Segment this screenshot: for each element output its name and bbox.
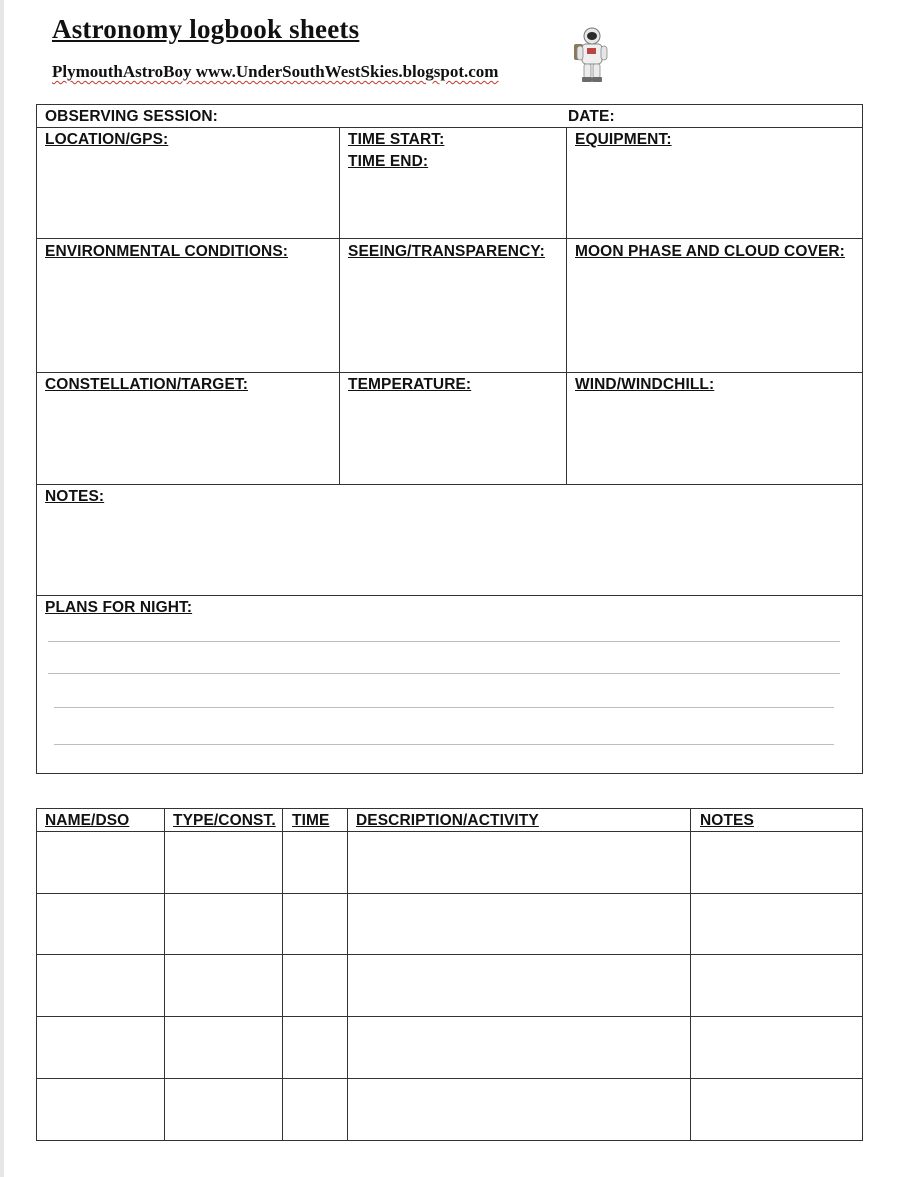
temperature-label: TEMPERATURE: xyxy=(348,376,472,393)
column-header-description: DESCRIPTION/ACTIVITY xyxy=(356,812,539,829)
table-column-divider xyxy=(164,808,165,1141)
writing-line xyxy=(48,641,840,642)
form-divider xyxy=(36,238,863,239)
wind-label: WIND/WINDCHILL: xyxy=(575,376,715,393)
column-header-name: NAME/DSO xyxy=(45,812,130,829)
page-title: Astronomy logbook sheets xyxy=(52,14,360,44)
table-row xyxy=(36,954,863,955)
constellation-label: CONSTELLATION/TARGET: xyxy=(45,376,249,393)
form-divider xyxy=(339,127,340,484)
time-start-label: TIME START: xyxy=(348,131,445,148)
table-row xyxy=(36,831,863,832)
observing-session-label: OBSERVING SESSION: xyxy=(45,108,218,125)
form-divider xyxy=(36,372,863,373)
form-divider xyxy=(36,127,863,128)
writing-line xyxy=(54,707,834,708)
form-divider xyxy=(36,595,863,596)
column-header-time: TIME xyxy=(292,812,330,829)
writing-line xyxy=(54,744,834,745)
time-end-label: TIME END: xyxy=(348,153,429,170)
column-header-notes: NOTES xyxy=(700,812,754,829)
form-divider xyxy=(566,127,567,484)
table-column-divider xyxy=(282,808,283,1141)
location-label: LOCATION/GPS: xyxy=(45,131,169,148)
plans-label: PLANS FOR NIGHT: xyxy=(45,599,193,616)
column-header-type: TYPE/CONST. xyxy=(173,812,276,829)
environmental-label: ENVIRONMENTAL CONDITIONS: xyxy=(45,243,289,260)
page-left-edge xyxy=(0,0,4,1177)
moon-label: MOON PHASE AND CLOUD COVER: xyxy=(575,243,845,260)
log-table xyxy=(36,808,863,1141)
writing-line xyxy=(48,673,840,674)
notes-label: NOTES: xyxy=(45,488,105,505)
form-divider xyxy=(36,484,863,485)
seeing-label: SEEING/TRANSPARENCY: xyxy=(348,243,545,260)
page-subtitle: PlymouthAstroBoy www.UnderSouthWestSkies.blogspot.com xyxy=(52,62,499,81)
table-column-divider xyxy=(690,808,691,1141)
equipment-label: EQUIPMENT: xyxy=(575,131,672,148)
table-row xyxy=(36,1078,863,1079)
astronaut-icon xyxy=(570,26,616,84)
date-label: DATE: xyxy=(568,108,615,125)
table-row xyxy=(36,1016,863,1017)
table-column-divider xyxy=(347,808,348,1141)
table-row xyxy=(36,893,863,894)
